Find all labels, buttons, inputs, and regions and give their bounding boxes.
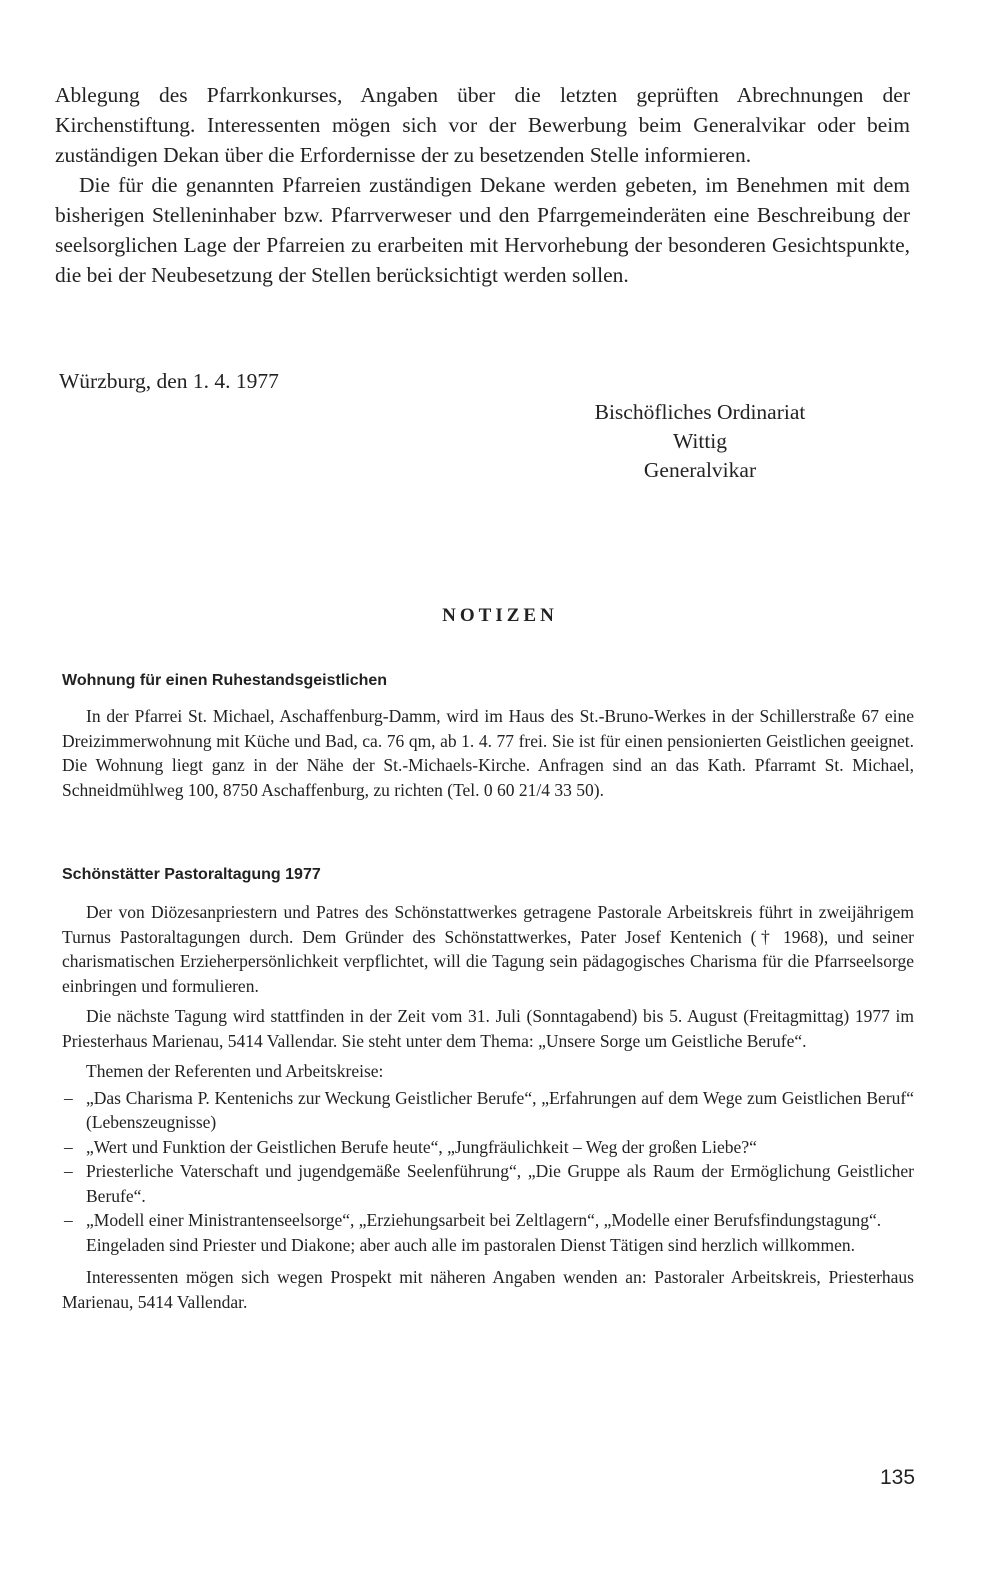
signature-name: Wittig	[672, 429, 728, 453]
section-title: NOTIZEN	[442, 605, 558, 626]
list-item	[62, 1159, 914, 1208]
contact-text: Interessenten mögen sich wegen Prospekt mit näheren Angaben wenden an: Pastoraler Arbeitskreis, Priesterhaus Marienau, 5414 Vallendar.	[62, 1267, 914, 1312]
notice-paragraph: Der von Diözesanpriestern und Patres des Schönstattwerkes getragene Pastorale Arbeitskreis führt in zweijährigem Turnus Pastoraltagungen durch. Dem Gründer des Schönstattwerkes, Pater Josef Kentenich († 1968), und seiner charismatischen Erzieherpersönlichkeit verpflichtet, will die Tagung sein pädagogisches Charisma für die Pfarrseelsorge einbringen und formulieren.	[62, 902, 914, 996]
signature-office: Bischöfliches Ordinariat	[594, 400, 806, 424]
dash-bullet: –	[64, 1161, 73, 1181]
list-item-text: „Das Charisma P. Kentenichs zur Weckung Geistlicher Berufe“, „Erfahrungen auf dem Wege zum Geistlichen Beruf“ (Lebenszeugnisse)	[86, 1087, 914, 1132]
signature-block	[560, 398, 840, 485]
notice-paragraph: Die nächste Tagung wird stattfinden in der Zeit vom 31. Juli (Sonntagabend) bis 5. August (Freitagmittag) 1977 im Priesterhaus Marienau, 5414 Vallendar. Sie steht unter dem Thema: „Unsere Sorge um Geistliche Berufe“.	[62, 1006, 914, 1051]
notice-heading: Wohnung für einen Ruhestandsgeistlichen	[62, 672, 388, 689]
date-line: Würzburg, den 1. 4. 1977	[59, 369, 279, 393]
notice-body	[62, 900, 914, 1314]
list-item-text: „Modell einer Ministrantenseelsorge“, „Erziehungsarbeit bei Zeltlagern“, „Modelle einer Berufsfindungstagung“.	[86, 1210, 882, 1230]
dash-bullet: –	[64, 1136, 73, 1157]
invitation-text: Eingeladen sind Priester und Diakone; aber auch alle im pastoralen Dienst Tätigen sind herzlich willkommen.	[86, 1234, 855, 1255]
page-number: 135	[880, 1466, 916, 1489]
list-item	[62, 1208, 914, 1233]
intro-paragraph: Die für die genannten Pfarreien zuständigen Dekane werden gebeten, im Benehmen mit dem bisherigen Stelleninhaber bzw. Pfarrverweser und den Pfarrgemeinderäten eine Beschreibung der seelsorglichen Lage der Pfarreien zu erarbeiten mit Hervorhebung der besonderen Gesichtspunkte, die bei der Neubesetzung der Stellen berücksichtigt werden sollen.	[55, 173, 910, 287]
list-item	[62, 1135, 914, 1160]
list-item	[62, 1086, 914, 1135]
dash-bullet: –	[64, 1210, 73, 1230]
notice-heading: Schönstätter Pastoraltagung 1977	[62, 866, 321, 883]
themes-intro: Themen der Referenten und Arbeitskreise:	[86, 1061, 384, 1081]
signature-title: Generalvikar	[643, 458, 757, 482]
notice-text: In der Pfarrei St. Michael, Aschaffenburg-Damm, wird im Haus des St.-Bruno-Werkes in der Schillerstraße 67 eine Dreizimmerwohnung mit Küche und Bad, ca. 76 qm, ab 1. 4. 77 frei. Sie ist für einen pensionierten Geistlichen geeignet. Die Wohnung liegt ganz in der Nähe der St.-Michaels-Kirche. Anfragen sind an das Kath. Pfarramt St. Michael, Schneidmühlweg 100, 8750 Aschaffenburg, zu richten (Tel. 0 60 21/4 33 50).	[62, 706, 914, 800]
themes-list	[62, 1086, 914, 1233]
list-item-text: Priesterliche Vaterschaft und jugendgemäße Seelenführung“, „Die Gruppe als Raum der Ermöglichung Geistlicher Berufe“.	[86, 1161, 914, 1206]
intro-paragraph: Ablegung des Pfarrkonkurses, Angaben über die letzten geprüften Abrechnungen der Kirchenstiftung. Interessenten mögen sich vor der Bewerbung beim Generalvikar oder beim zuständigen Dekan über die Erfordernisse der zu besetzenden Stelle informieren.	[55, 83, 910, 167]
list-item-text: „Wert und Funktion der Geistlichen Berufe heute“, „Jungfräulichkeit – Weg der großen Liebe?“	[86, 1136, 757, 1157]
dash-bullet: –	[64, 1087, 73, 1108]
intro-text	[55, 80, 910, 290]
